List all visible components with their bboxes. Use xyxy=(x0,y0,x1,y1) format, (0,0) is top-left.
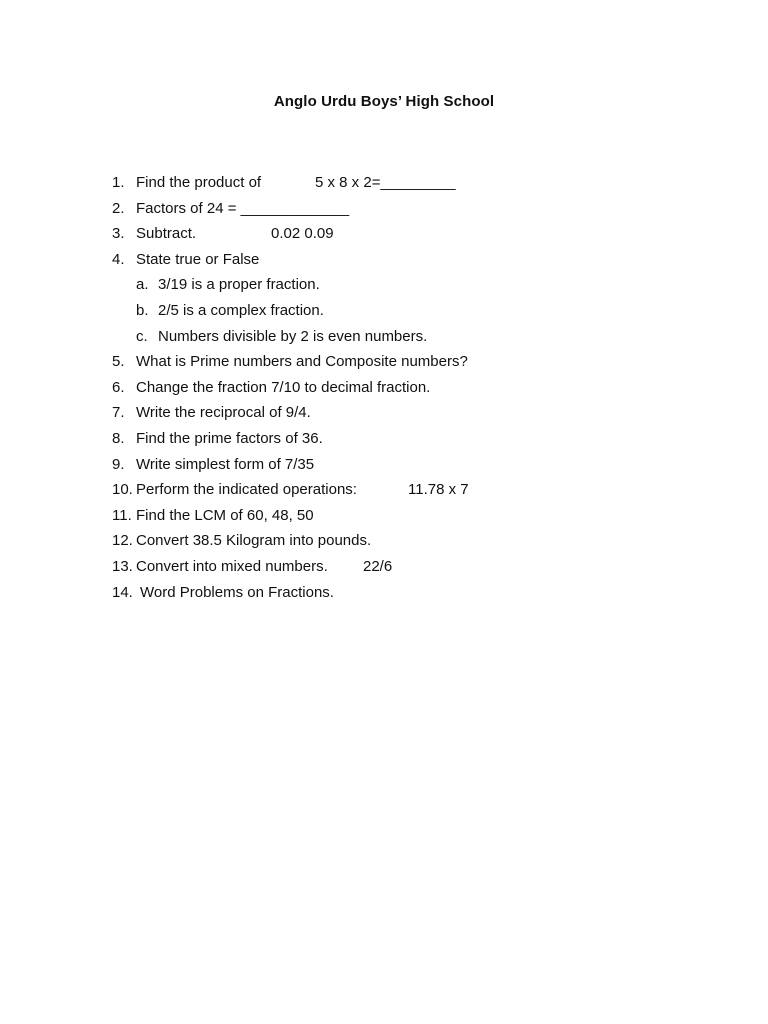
question-number: 10. xyxy=(112,481,133,499)
sub-question-letter: a. xyxy=(136,276,149,294)
question-number: 3. xyxy=(112,225,125,243)
question-text: Find the product of xyxy=(136,174,262,191)
sub-question-c xyxy=(112,324,672,350)
question-number: 2. xyxy=(112,199,125,217)
question-number: 5. xyxy=(112,353,125,371)
question-text: Find the LCM of 60, 48, 50 xyxy=(136,506,314,524)
question-number: 14. xyxy=(112,583,133,601)
question-4 xyxy=(112,247,672,273)
question-expression: 0.02 0.09 xyxy=(271,225,334,243)
question-text: Change the fraction 7/10 to decimal fraction. xyxy=(136,378,431,396)
question-text: Find the prime factors of 36. xyxy=(136,429,323,447)
question-2 xyxy=(112,196,672,222)
question-number: 6. xyxy=(112,378,125,396)
question-expression: 22/6 xyxy=(363,557,393,575)
question-number: 7. xyxy=(112,404,125,422)
question-1 xyxy=(112,170,672,196)
question-number: 8. xyxy=(112,429,125,447)
question-7 xyxy=(112,400,672,426)
question-text: What is Prime numbers and Composite numbers? xyxy=(136,353,468,371)
question-text: Convert 38.5 Kilogram into pounds. xyxy=(136,532,372,550)
question-8 xyxy=(112,426,672,452)
question-number: 4. xyxy=(112,250,125,268)
question-10 xyxy=(112,477,672,503)
question-13 xyxy=(112,554,672,580)
question-text: Write simplest form of 7/35 xyxy=(136,455,315,473)
question-text: Convert into mixed numbers. xyxy=(136,557,328,575)
question-list xyxy=(112,170,672,605)
question-5 xyxy=(112,349,672,375)
question-number: 1. xyxy=(112,174,125,191)
question-3 xyxy=(112,221,672,247)
sub-question-b xyxy=(112,298,672,324)
sub-question-text: 3/19 is a proper fraction. xyxy=(158,276,320,294)
question-text: Subtract. xyxy=(136,225,197,243)
question-number: 12. xyxy=(112,532,133,550)
sub-question-text: 2/5 is a complex fraction. xyxy=(158,301,324,319)
sub-question-a xyxy=(112,272,672,298)
question-number: 9. xyxy=(112,455,125,473)
sub-question-letter: b. xyxy=(136,301,149,319)
question-text: Factors of 24 = _____________ xyxy=(136,199,350,217)
question-11 xyxy=(112,503,672,529)
question-6 xyxy=(112,375,672,401)
question-text: Perform the indicated operations: xyxy=(136,481,357,499)
question-9 xyxy=(112,452,672,478)
question-text: State true or False xyxy=(136,250,260,268)
question-number: 11. xyxy=(112,506,132,524)
question-text: Word Problems on Fractions. xyxy=(140,583,334,601)
sub-question-text: Numbers divisible by 2 is even numbers. xyxy=(158,327,428,345)
question-expression: 5 x 8 x 2=_________ xyxy=(315,174,456,191)
question-text: Write the reciprocal of 9/4. xyxy=(136,404,311,422)
question-14 xyxy=(112,580,672,606)
page-title: Anglo Urdu Boys’ High School xyxy=(273,93,495,110)
sub-question-letter: c. xyxy=(136,327,148,345)
question-12 xyxy=(112,528,672,554)
question-expression: 11.78 x 7 xyxy=(408,481,469,499)
question-number: 13. xyxy=(112,557,133,575)
